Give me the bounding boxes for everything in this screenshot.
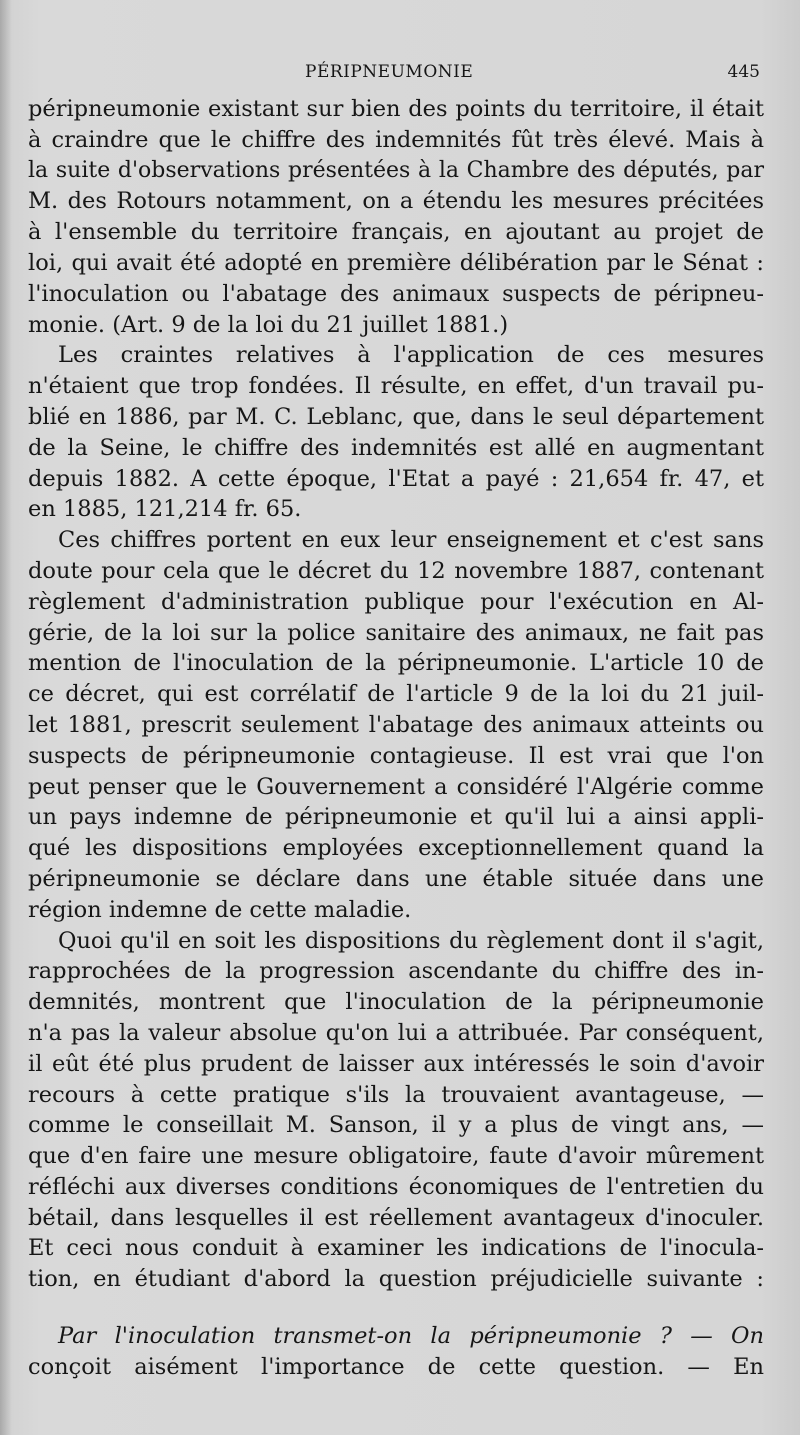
text-line: péripneumonie existant sur bien des points du territoire, il était [28, 96, 764, 122]
running-title: PÉRIPNEUMONIE [305, 62, 474, 82]
text-line: à l'ensemble du territoire français, en ajoutant au projet de [28, 219, 764, 246]
text-line: n'étaient que trop fondées. Il résulte, en effet, d'un travail pu- [28, 373, 764, 400]
text-line: loi, qui avait été adopté en première délibération par le Sénat : [28, 249, 764, 276]
page-number: 445 [727, 62, 760, 82]
text-line: qué les dispositions employées exceptionnellement quand la [28, 835, 764, 862]
text-line: depuis 1882. A cette époque, l'Etat a payé : 21,654 fr. 47, et [28, 465, 764, 492]
page-header [0, 58, 800, 88]
text-line: ce décret, qui est corrélatif de l'article 9 de la loi du 21 juil- [28, 681, 764, 708]
text-line: suspects de péripneumonie contagieuse. Il est vrai que l'on [28, 742, 764, 769]
text-line: à craindre que le chiffre des indemnités fût très élevé. Mais à [28, 126, 764, 153]
text-line: bétail, dans lesquelles il est réellement avantageux d'inoculer. [28, 1204, 764, 1231]
text-line: demnités, montrent que l'inoculation de la péripneumonie [28, 989, 764, 1016]
section-gap [28, 1295, 764, 1321]
text-line: il eût été plus prudent de laisser aux intéressés le soin d'avoir [28, 1050, 764, 1077]
text-line: péripneumonie se déclare dans une étable située dans une [28, 865, 764, 892]
text-line: recours à cette pratique s'ils la trouvaient avantageuse, — [28, 1081, 764, 1108]
text-line: réfléchi aux diverses conditions économiques de l'entretien du [28, 1173, 764, 1200]
text-line: peut penser que le Gouvernement a considéré l'Algérie comme [28, 773, 764, 800]
text-line: un pays indemne de péripneumonie et qu'il lui a ainsi appli- [28, 804, 764, 831]
text-line: doute pour cela que le décret du 12 novembre 1887, contenant [28, 557, 764, 584]
text-line: let 1881, prescrit seulement l'abatage des animaux atteints ou [28, 711, 764, 738]
text-line: que d'en faire une mesure obligatoire, faute d'avoir mûrement [28, 1143, 764, 1170]
text-line: Quoi qu'il en soit les dispositions du règlement dont il s'agit, [58, 927, 764, 954]
text-line: M. des Rotours notamment, on a étendu les mesures précitées [28, 188, 764, 215]
text-line: Ces chiffres portent en eux leur enseignement et c'est sans [58, 527, 764, 554]
text-line: comme le conseillait M. Sanson, il y a plus de vingt ans, — [28, 1112, 764, 1139]
text-line: monie. (Art. 9 de la loi du 21 juillet 1881.) [28, 311, 509, 338]
text-line: gérie, de la loi sur la police sanitaire des animaux, ne fait pas [28, 619, 764, 646]
text-line: de la Seine, le chiffre des indemnités est allé en augmentant [28, 434, 764, 461]
text-line: en 1885, 121,214 fr. 65. [28, 496, 302, 523]
text-line: la suite d'observations présentées à la Chambre des députés, par [28, 157, 764, 183]
text-line: mention de l'inoculation de la péripneumonie. L'article 10 de [28, 650, 764, 677]
text-line: règlement d'administration publique pour l'exécution en Al- [28, 588, 764, 615]
text-line: blié en 1886, par M. C. Leblanc, que, dans le seul département [28, 403, 764, 430]
text-line: Les craintes relatives à l'application de ces mesures [58, 342, 764, 369]
question-line: Par l'inoculation transmet-on la péripneumonie ? — On [58, 1323, 764, 1350]
text-line: conçoit aisément l'importance de cette question. — En [28, 1353, 764, 1380]
text-line: rapprochées de la progression ascendante du chiffre des in- [28, 958, 764, 985]
text-line: n'a pas la valeur absolue qu'on lui a attribuée. Par conséquent, [28, 1019, 764, 1046]
text-line: région indemne de cette maladie. [28, 896, 412, 923]
text-line: l'inoculation ou l'abatage des animaux suspects de péripneu- [28, 280, 764, 307]
body-text [28, 94, 764, 1383]
text-line: tion, en étudiant d'abord la question préjudicielle suivante : [28, 1266, 764, 1293]
text-line: Et ceci nous conduit à examiner les indications de l'inocula- [28, 1235, 764, 1262]
